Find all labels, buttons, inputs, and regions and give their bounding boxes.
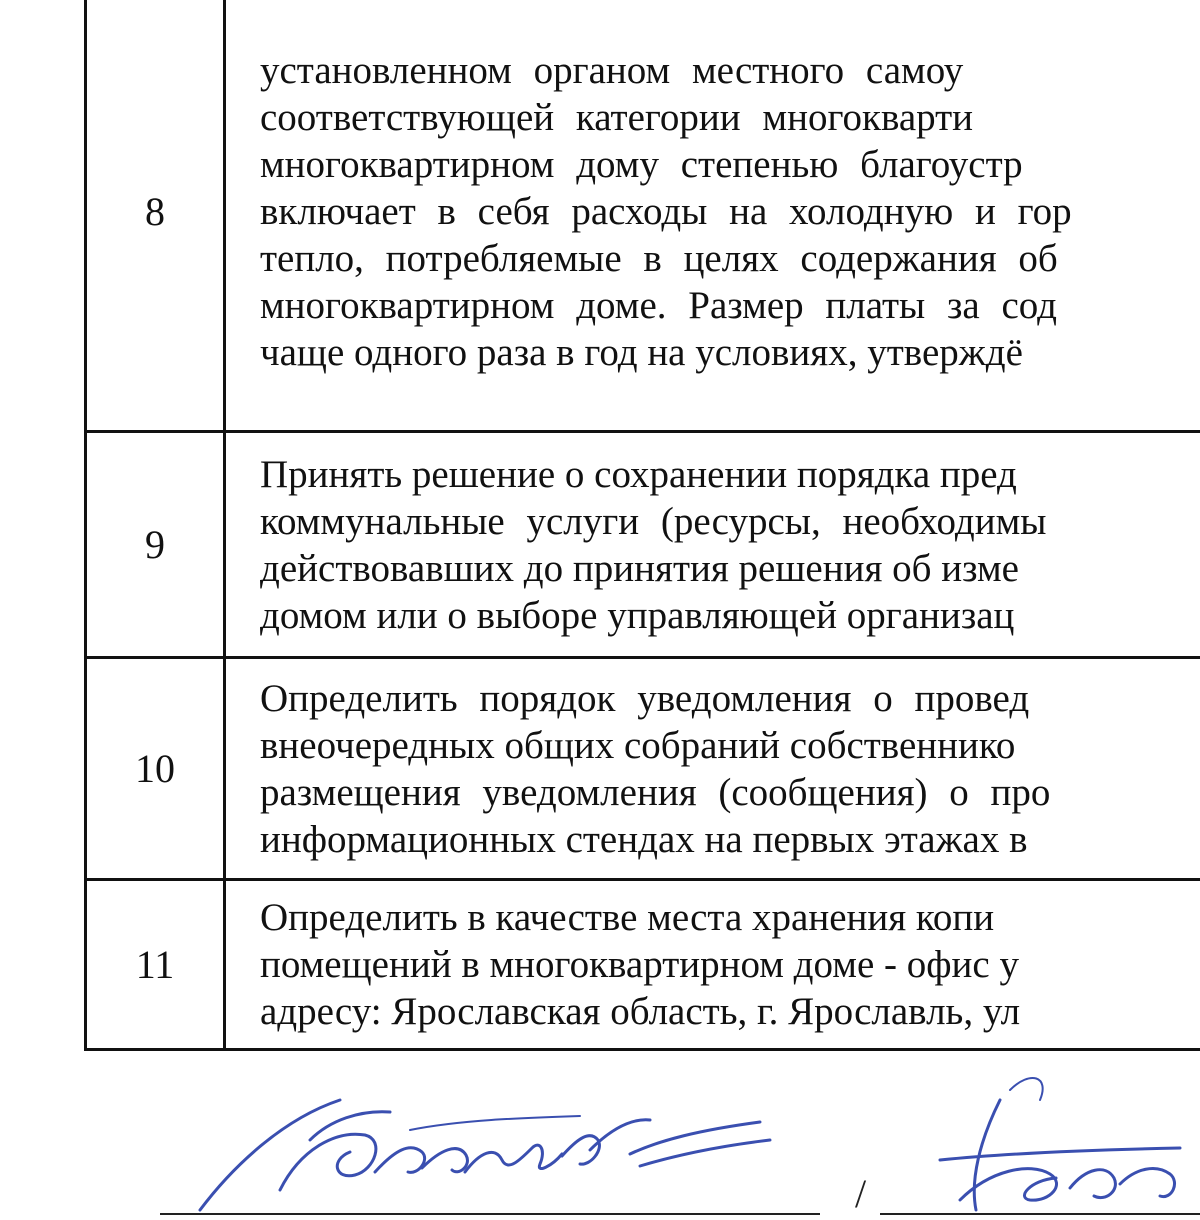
signature-right bbox=[880, 1070, 1200, 1220]
table-row-8 bbox=[86, 0, 1200, 432]
signature-separator: / bbox=[855, 1171, 867, 1216]
signature-area bbox=[0, 1060, 1200, 1220]
row-number: 10 bbox=[86, 658, 225, 880]
text-line: помещений в многоквартирном доме - офис у bbox=[260, 943, 1019, 986]
text-line: Принять решение о сохранении порядка пред bbox=[260, 452, 1017, 496]
signature-left bbox=[160, 1080, 820, 1220]
text-line: Определить порядок уведомления о провед bbox=[260, 676, 1030, 720]
row-text bbox=[225, 0, 1200, 432]
text-line: чаще одного раза в год на условиях, утверждё bbox=[260, 331, 1023, 374]
row-number: 9 bbox=[86, 432, 225, 658]
row-number: 11 bbox=[86, 880, 225, 1050]
text-line: действовавших до принятия решения об изме bbox=[260, 546, 1019, 590]
table-row-9 bbox=[86, 432, 1200, 658]
row-number: 8 bbox=[86, 0, 225, 432]
table-row-10 bbox=[86, 658, 1200, 880]
text-line: коммунальные услуги (ресурсы, необходимы bbox=[260, 499, 1047, 543]
text-line: внеочередных общих собраний собственнико bbox=[260, 723, 1016, 767]
row-text bbox=[225, 658, 1200, 880]
text-line: установленном органом местного самоу bbox=[260, 49, 964, 92]
row-text bbox=[225, 432, 1200, 658]
table-row-11 bbox=[86, 880, 1200, 1050]
text-line: включает в себя расходы на холодную и гор bbox=[260, 190, 1072, 233]
text-line: Определить в качестве места хранения копи bbox=[260, 896, 995, 939]
text-line: информационных стендах на первых этажах в bbox=[260, 817, 1028, 861]
row-text bbox=[225, 880, 1200, 1050]
text-line: домом или о выборе управляющей организац bbox=[260, 593, 1015, 637]
text-line: многоквартирном дому степенью благоустр bbox=[260, 143, 1023, 186]
decisions-table bbox=[84, 0, 1200, 1051]
text-line: тепло, потребляемые в целях содержания об bbox=[260, 237, 1058, 280]
text-line: соответствующей категории многокварти bbox=[260, 96, 974, 139]
text-line: размещения уведомления (сообщения) о про bbox=[260, 770, 1051, 814]
text-line: многоквартирном доме. Размер платы за сод bbox=[260, 284, 1058, 327]
text-line: адресу: Ярославская область, г. Ярославль, ул bbox=[260, 990, 1021, 1033]
